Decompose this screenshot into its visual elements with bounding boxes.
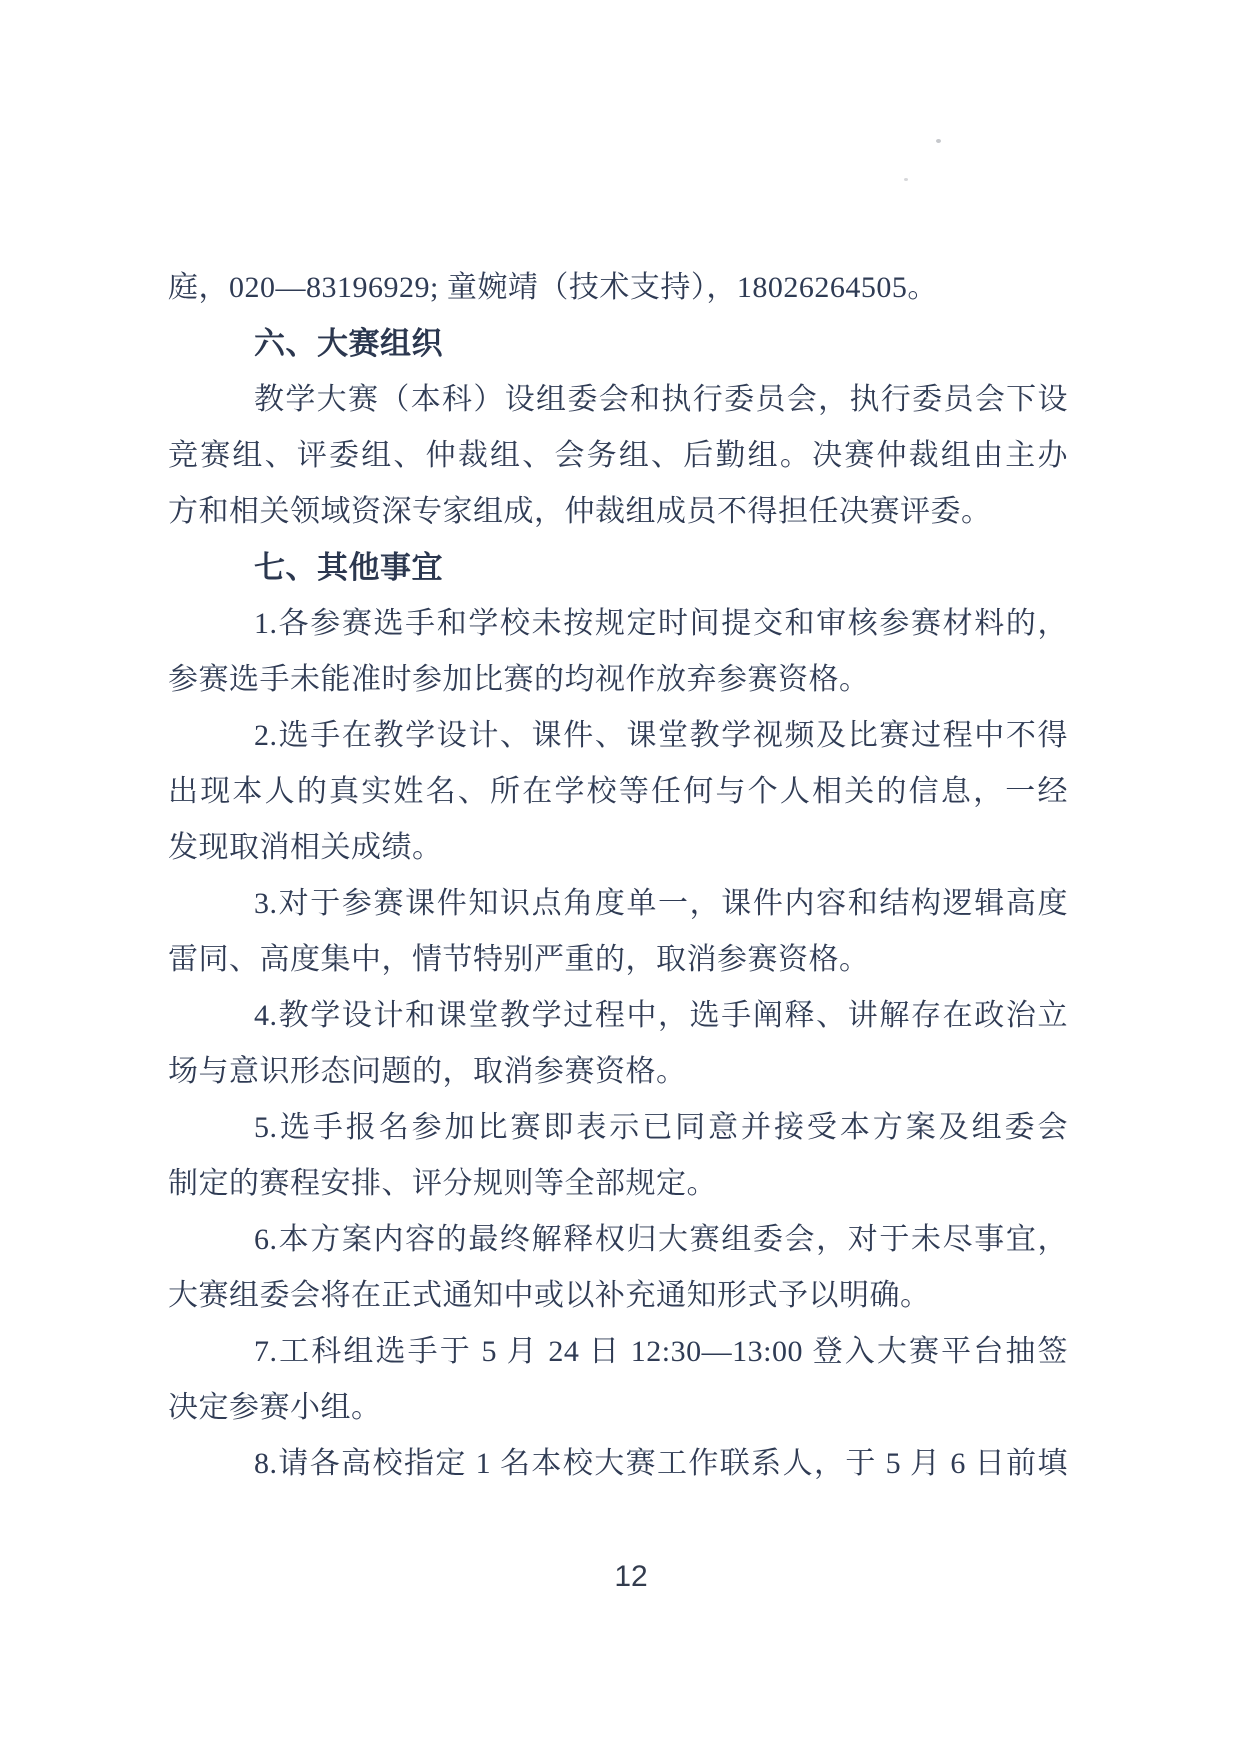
text-line: 竞赛组、评委组、仲裁组、会务组、后勤组。决赛仲裁组由主办 [168,439,1068,472]
text-line: 4.教学设计和课堂教学过程中，选手阐释、讲解存在政治立 [254,999,1068,1032]
section-heading: 六、大赛组织 [254,326,443,361]
text-line: 6.本方案内容的最终解释权归大赛组委会，对于未尽事宜， [254,1223,1068,1256]
text-line: 方和相关领域资深专家组成，仲裁组成员不得担任决赛评委。 [168,495,992,528]
text-line: 1.各参赛选手和学校未按规定时间提交和审核参赛材料的， [254,607,1068,640]
document-body [168,260,1068,1492]
text-line: 发现取消相关成绩。 [168,831,443,864]
page-number: 12 [614,1560,648,1593]
text-line: 8.请各高校指定 1 名本校大赛工作联系人，于 5 月 6 日前填 [254,1447,1068,1480]
text-line: 决定参赛小组。 [168,1391,382,1424]
text-line: 场与意识形态问题的，取消参赛资格。 [168,1055,687,1088]
text-line: 庭，020—83196929; 童婉靖（技术支持），18026264505。 [168,271,938,304]
text-line: 雷同、高度集中，情节特别严重的，取消参赛资格。 [168,943,870,976]
scan-speck [936,139,941,143]
text-line: 大赛组委会将在正式通知中或以补充通知形式予以明确。 [168,1279,931,1312]
text-line: 教学大赛（本科）设组委会和执行委员会，执行委员会下设 [254,383,1068,416]
text-line: 7.工科组选手于 5 月 24 日 12:30—13:00 登入大赛平台抽签 [254,1335,1068,1368]
scan-speck [904,178,908,181]
text-line: 3.对于参赛课件知识点角度单一，课件内容和结构逻辑高度 [254,887,1068,920]
text-line: 出现本人的真实姓名、所在学校等任何与个人相关的信息，一经 [168,775,1068,808]
text-line: 2.选手在教学设计、课件、课堂教学视频及比赛过程中不得 [254,719,1068,752]
text-line: 参赛选手未能准时参加比赛的均视作放弃参赛资格。 [168,663,870,696]
text-line: 5.选手报名参加比赛即表示已同意并接受本方案及组委会 [254,1111,1068,1144]
text-line: 制定的赛程安排、评分规则等全部规定。 [168,1167,717,1200]
section-heading: 七、其他事宜 [254,550,443,585]
